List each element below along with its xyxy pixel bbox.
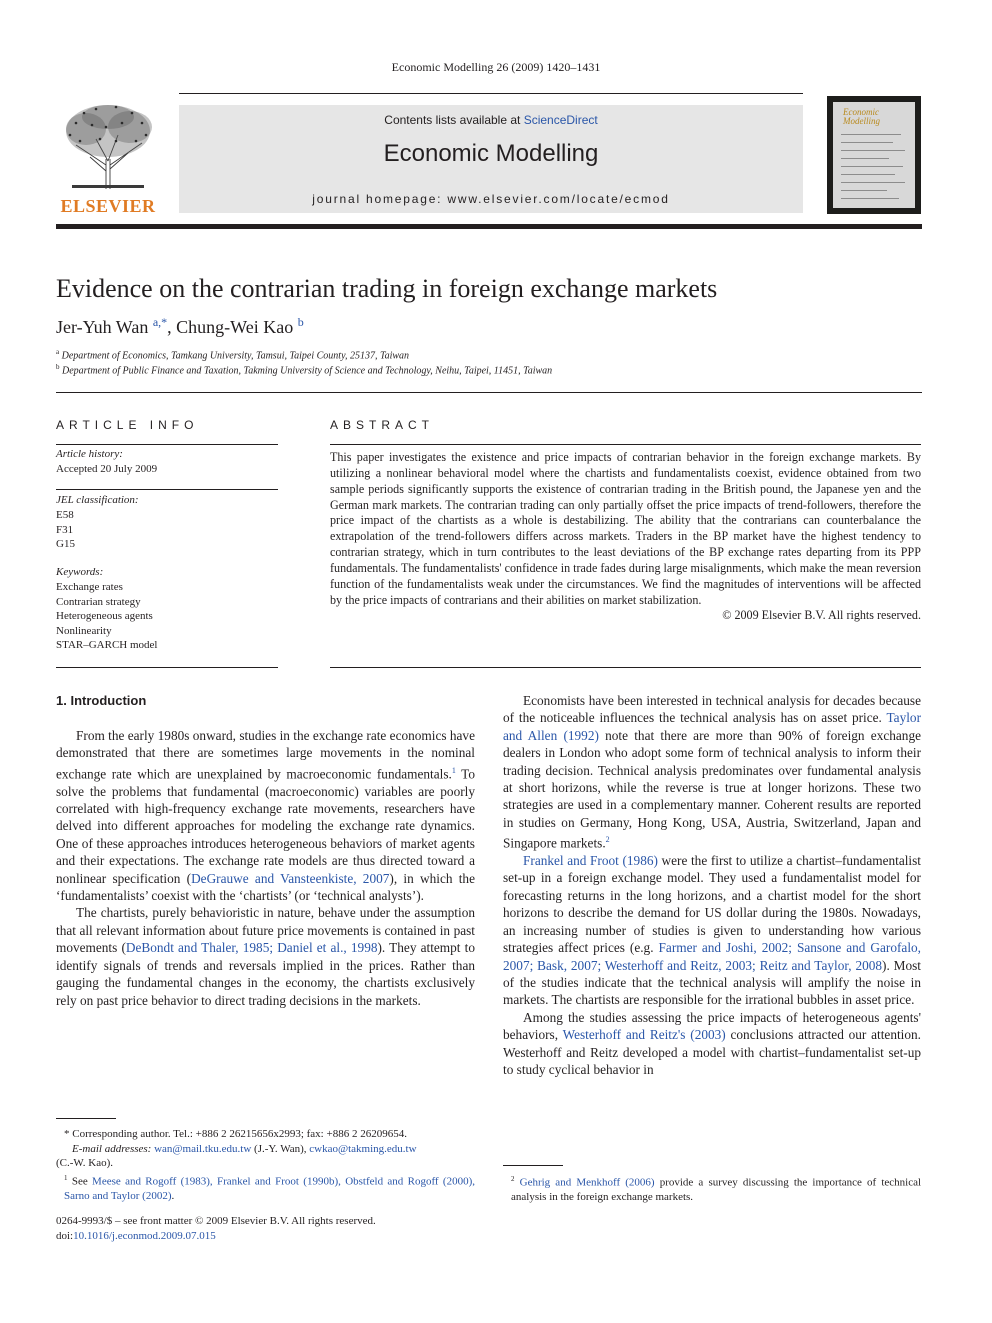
jel-code: E58 (56, 509, 74, 521)
paragraph (56, 904, 475, 1008)
footnote-2 (503, 1172, 921, 1205)
history-label: Article history: (56, 448, 123, 460)
running-head: Economic Modelling 26 (2009) 1420–1431 (391, 60, 601, 74)
divider (56, 444, 278, 445)
author-list (56, 317, 304, 338)
header-divider (56, 224, 922, 229)
citation-link[interactable]: DeGrauwe and Vansteenkiste, 2007 (191, 870, 390, 886)
doi-label: doi: (56, 1229, 74, 1242)
footnote-ref[interactable]: 2 (605, 835, 610, 845)
cover-title: Economic Modelling (843, 107, 880, 126)
citation-link[interactable]: Frankel and Froot (1986) (523, 853, 658, 869)
cover-line (841, 198, 899, 199)
footnote-mark: 1 (64, 1173, 68, 1182)
journal-cover-thumbnail (827, 96, 921, 214)
text: To solve the problems that fundamental (macroeconomic) variables are poorly correlated with high-frequency exchange rate movements, researchers have delved into different approaches for modeling the exchange rate dynamics. One of these approaches introduces heterogeneous behaviors of market agents and their expectations. The exchange rate models are thus directed toward a nonlinear specification ( (56, 766, 475, 886)
affiliation-text: Department of Public Finance and Taxation, Takming University of Science and Technology, Neihu, Taipei, 11451, Taiwan (62, 365, 553, 377)
cover-line (841, 182, 905, 183)
email-note (56, 1142, 475, 1157)
keywords-label: Keywords: (56, 566, 104, 578)
footnotes-left (56, 1127, 475, 1203)
history-value: Accepted 20 July 2009 (56, 463, 158, 475)
divider (56, 392, 922, 393)
citation-link[interactable]: Gehrig and Menkhoff (2006) (519, 1176, 655, 1189)
citation-link[interactable]: DeBondt and Thaler, 1985; Daniel et al., 1998 (125, 940, 378, 956)
body-column-left (56, 727, 475, 1009)
email-owner: (C.-W. Kao). (56, 1157, 114, 1169)
paragraph (56, 727, 475, 904)
footnote-mark: * (64, 1128, 70, 1140)
cover-line (841, 190, 887, 191)
corresponding-author-note (56, 1127, 475, 1142)
section-heading: 1. Introduction (56, 693, 147, 708)
affiliation-b (56, 363, 552, 376)
footnote-rule (56, 1118, 116, 1119)
footnotes-right (503, 1172, 921, 1205)
divider (56, 667, 278, 668)
contents-line (179, 113, 803, 127)
jel-code: G15 (56, 538, 75, 550)
cover-line (841, 150, 905, 151)
jel-code-list (56, 508, 75, 552)
footnote-1 (56, 1171, 475, 1204)
contents-prefix: Contents lists available at (384, 113, 524, 127)
citation-link[interactable]: Taylor and Allen (1992) (503, 710, 921, 743)
author-affiliation-link[interactable]: a,* (152, 315, 168, 329)
journal-title-box (179, 105, 803, 213)
issn-line: 0264-9993/$ – see front matter © 2009 Elsevier B.V. All rights reserved. (56, 1215, 376, 1227)
divider (56, 489, 278, 490)
text: ), in which the ‘fundamentalists’ coexist with the ‘chartists’ (or ‘technical analysts’). (56, 870, 475, 904)
paragraph (503, 1009, 921, 1079)
text: From the early 1980s onward, studies in the exchange rate economics have demonstrated that there are sometimes large movements in the nominal exchange rate which are unexplained by macroeconomic fundamentals. (56, 728, 475, 782)
author-name: Chung-Wei Kao (176, 317, 294, 337)
affiliation-mark: a (56, 348, 60, 356)
keyword-list (56, 580, 158, 653)
text: note that there are more than 90% of foreign exchange dealers in London who adopt some form of technical analysis to inform their trading decision. Technical analysis predominates over fundamental analysis at short horizons, while the reverse is true at longer horizons. These two strategies are used in a complementary manner. Coherent results are reported in studies on Germany, Hong Kong, USA, Austria, Switzerland, Japan and Singapore markets. (503, 727, 921, 851)
cover-line (841, 166, 903, 167)
doi-line (56, 1229, 475, 1244)
keyword: Nonlinearity (56, 624, 112, 637)
email-link[interactable]: cwkao@takming.edu.tw (309, 1142, 417, 1155)
citation-link[interactable]: Westerhoff and Reitz's (2003) (562, 1027, 726, 1043)
body-column-right (503, 692, 921, 1078)
text: Corresponding author. Tel.: +886 2 26215656x2993; fax: +886 2 26209654. (69, 1128, 407, 1140)
text: Economists have been interested in technical analysis for decades because of the noticeable influences the technical analysis has on asset price. (503, 693, 921, 726)
email-label: E-mail addresses: (72, 1142, 152, 1155)
text: . (171, 1189, 175, 1202)
footnote-rule (503, 1165, 563, 1166)
journal-homepage[interactable]: journal homepage: www.elsevier.com/locate/ecmod (312, 192, 670, 206)
paragraph (503, 692, 921, 852)
text: ). They attempt to identify signals of trends and reversals implied in the prices. Rather than gauging the fundamental changes in the economy, the chartists exclusively rely on past price behavior to direct trading decisions in the markets. (56, 940, 475, 1008)
author-affiliation-link[interactable]: b (297, 315, 304, 329)
text: ). Most of the studies indicate that the technical analysis will amplify the noise in markets. The chartists are responsible for the irrational bubbles in asset price. (503, 957, 921, 1008)
keyword: STAR–GARCH model (56, 639, 158, 651)
cover-line (841, 158, 889, 159)
abstract-text: This paper investigates the existence and price impacts of contrarian behavior in the foreign exchange markets. By utilizing a nonlinear behavioral model where the chartists and fundamentalists coexist, evidence obtained from two sample periods significantly supports the existence of contrarian trading in the British pound, the Japanese yen and the German mark markets. The contrarian trading can only partially offset the price impacts of trend-followers, therefore the price impact of the chartists as a whole is destabilizing. The ability that the contrarians can counterbalance the extrapolation of the trend-followers differs across markets. Traders in the BP market have the highest tendency to contrarian strategy, which in turn contributes to the least deviations of the BP exchange rates departing from its PPP fundamentals. The fundamentalists' confidence in trade fades during large misalignments, which make the mean reversion function of the fundamentalists weak under the circumstances. We find the magnitudes of interventions will be affected by the price impacts of contrarians and their abilities on market stabilization. (330, 450, 921, 607)
copyright-notice: © 2009 Elsevier B.V. All rights reserved. (722, 608, 921, 623)
citation-link[interactable]: Farmer and Joshi, 2002; Sansone and Garofalo, 2007; Bask, 2007; Westerhoff and Reitz, 2003; Reitz and Taylor, 2008 (503, 940, 922, 973)
doi-link[interactable]: 10.1016/j.econmod.2009.07.015 (73, 1229, 216, 1242)
divider (330, 667, 921, 668)
text: The chartists, purely behavioristic in nature, behave under the assumption that all relevant information about future price movements is contained in past movements ( (56, 905, 475, 956)
keyword: Contrarian strategy (56, 595, 141, 608)
keyword: Heterogeneous agents (56, 610, 153, 622)
footnote-mark: 2 (511, 1175, 515, 1183)
text: See (67, 1175, 93, 1188)
affiliation-mark: b (56, 363, 60, 371)
elsevier-logo (56, 101, 160, 217)
affiliation-a (56, 348, 409, 361)
citation-link[interactable]: Meese and Rogoff (1983), Frankel and Froot (1990b), Obstfeld and Rogoff (2000), Sarno and Taylor (2002) (64, 1175, 475, 1202)
jel-code: F31 (56, 523, 74, 536)
affiliation-text: Department of Economics, Tamkang University, Tamsui, Taipei County, 25137, Taiwan (61, 350, 410, 362)
article-info-heading: ARTICLE INFO (56, 418, 199, 432)
text: (J.-Y. Wan), (251, 1142, 310, 1155)
abstract-body (330, 450, 921, 624)
sciencedirect-link[interactable]: ScienceDirect (523, 113, 598, 127)
text: were the first to utilize a chartist–fundamentalist set-up in a foreign exchange model. They used a fundamentalist model for forecasting returns in the long horizons, and a chartist model for the short horizons to describe the demand for US dollar during the 1980s. Nowadays, an increasing number of studies is given to understanding how various strategies affect prices (e.g. (503, 853, 921, 956)
elsevier-wordmark: ELSEVIER (60, 196, 156, 216)
email-link[interactable]: wan@mail.tku.edu.tw (154, 1142, 252, 1155)
divider (330, 444, 921, 445)
cover-line (841, 142, 893, 143)
paper-title: Evidence on the contrarian trading in foreign exchange markets (56, 274, 718, 303)
abstract-heading: ABSTRACT (330, 418, 435, 432)
cover-line (841, 174, 895, 175)
journal-name: Economic Modelling (383, 140, 599, 167)
banner-top-rule (179, 93, 803, 94)
footnote-ref[interactable]: 1 (451, 765, 456, 775)
paragraph (503, 852, 921, 1009)
author-name: Jer-Yuh Wan (56, 317, 149, 337)
cover-line (841, 134, 901, 135)
text: provide a survey discussing the importance of technical analysis in the foreign exchange markets. (511, 1176, 922, 1204)
cover-page (833, 102, 915, 208)
author-separator: , (167, 317, 177, 337)
keyword: Exchange rates (56, 581, 123, 593)
elsevier-tree-icon (56, 101, 160, 193)
text: conclusions attracted our attention. Westerhoff and Reitz developed a model with chartist–fundamentalist set-up to study cyclical behavior in (503, 1027, 921, 1077)
journal-banner (56, 93, 922, 231)
jel-label: JEL classification: (56, 494, 139, 506)
text: Among the studies assessing the price impacts of heterogeneous agents' behaviors, (503, 1009, 921, 1043)
front-matter (56, 1214, 475, 1243)
